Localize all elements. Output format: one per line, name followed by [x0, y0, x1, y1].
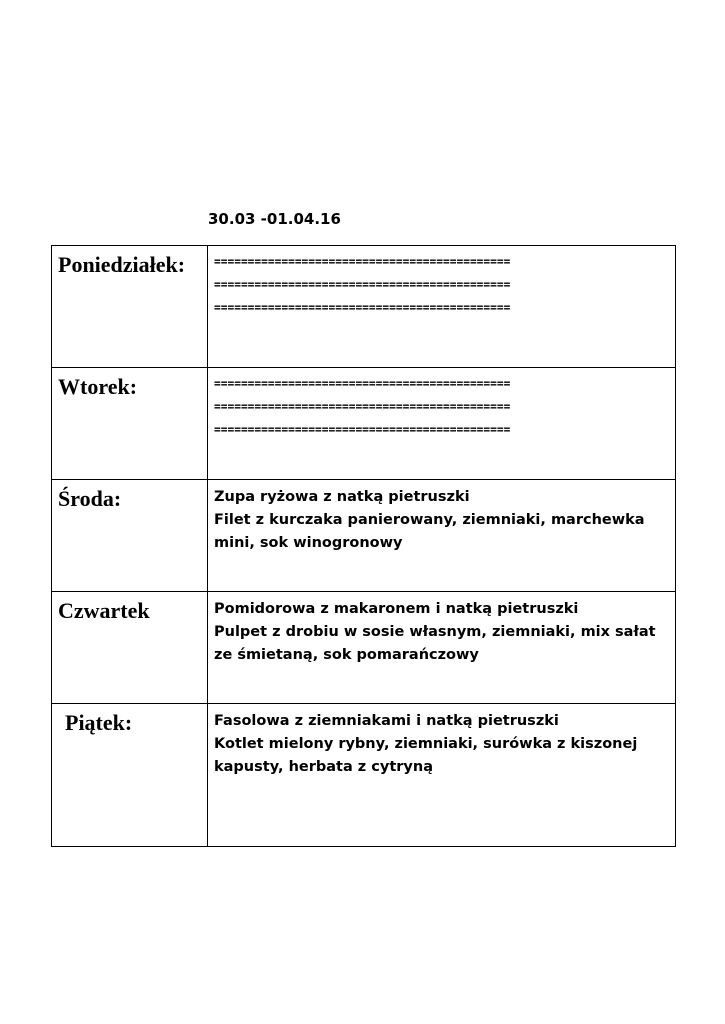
- day-cell: [52, 368, 208, 480]
- date-range: 30.03 -01.04.16: [208, 210, 341, 228]
- day-name-thursday: Czwartek: [58, 598, 150, 623]
- day-name-tuesday: Wtorek:: [58, 374, 138, 399]
- day-cell: [52, 246, 208, 368]
- meals-cell: [208, 704, 676, 847]
- meal-main: Pulpet z drobiu w sosie własnym, ziemniaki, mix sałat: [214, 624, 656, 640]
- weekly-menu-table: [51, 245, 676, 847]
- meals-cell: [208, 246, 676, 368]
- meal-lines: [208, 480, 675, 555]
- placeholder-line: ============================================: [214, 377, 511, 390]
- meals-cell: [208, 480, 676, 592]
- placeholder-line: ============================================: [214, 400, 511, 413]
- placeholder-line: ============================================: [214, 255, 511, 268]
- meals-cell: [208, 592, 676, 704]
- placeholder-lines: [208, 368, 675, 441]
- meal-lines: [208, 592, 675, 667]
- meal-main: Filet z kurczaka panierowany, ziemniaki, marchewka: [214, 512, 645, 528]
- meal-main: Kotlet mielony rybny, ziemniaki, surówka z kiszonej: [214, 736, 638, 752]
- menu-row-friday: [52, 704, 676, 847]
- meal-soup: Pomidorowa z makaronem i natką pietruszki: [214, 601, 579, 617]
- menu-row-monday: [52, 246, 676, 368]
- day-cell: [52, 592, 208, 704]
- placeholder-line: ============================================: [214, 423, 511, 436]
- meals-cell: [208, 368, 676, 480]
- meal-main-continued: ze śmietaną, sok pomarańczowy: [214, 647, 479, 663]
- day-name-wednesday: Środa:: [58, 486, 122, 511]
- meal-soup: Zupa ryżowa z natką pietruszki: [214, 489, 470, 505]
- meal-main-continued: kapusty, herbata z cytryną: [214, 759, 433, 775]
- meal-soup: Fasolowa z ziemniakami i natką pietruszki: [214, 713, 559, 729]
- placeholder-lines: [208, 246, 675, 319]
- meal-lines: [208, 704, 675, 779]
- day-cell: [52, 704, 208, 847]
- placeholder-line: ============================================: [214, 301, 511, 314]
- menu-row-tuesday: [52, 368, 676, 480]
- day-name-friday: Piątek:: [65, 710, 133, 735]
- placeholder-line: ============================================: [214, 278, 511, 291]
- day-cell: [52, 480, 208, 592]
- meal-main-continued: mini, sok winogronowy: [214, 535, 403, 551]
- menu-row-thursday: [52, 592, 676, 704]
- day-name-monday: Poniedziałek:: [58, 252, 186, 277]
- menu-row-wednesday: [52, 480, 676, 592]
